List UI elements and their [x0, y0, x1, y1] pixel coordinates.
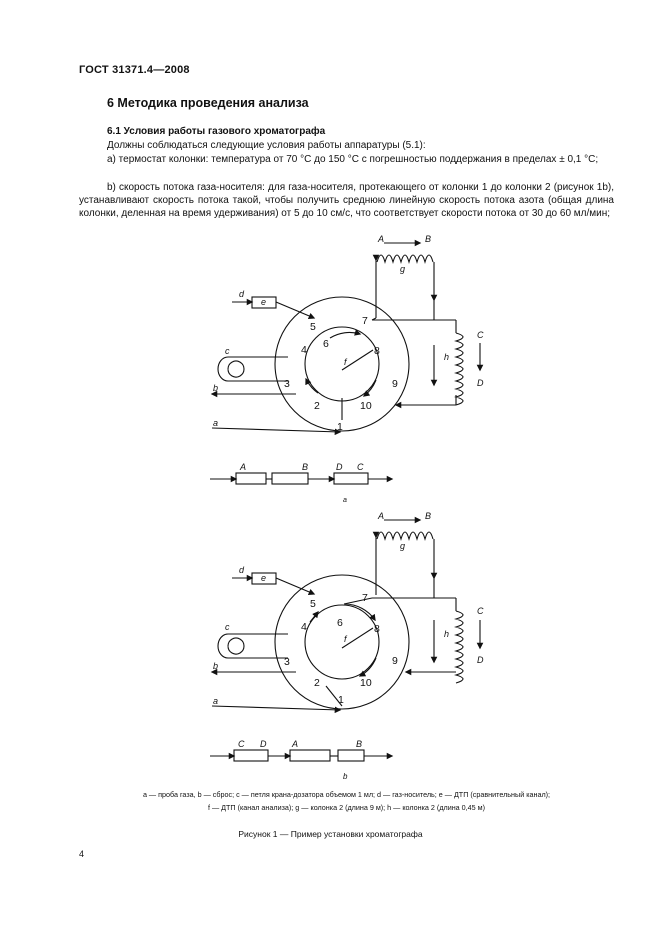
row-label-1-b: C [238, 739, 245, 749]
label-d-b: d [239, 565, 245, 575]
label-e-b: e [261, 573, 267, 583]
port-5-b: 5 [310, 598, 316, 610]
row-label-4-a: C [357, 462, 364, 472]
port-2-a: 2 [314, 400, 320, 412]
section-title: 6 Методика проведения анализа [107, 96, 309, 110]
port-5-a: 5 [310, 321, 316, 333]
port-10-b: 10 [360, 677, 372, 689]
legend-line-1: a — проба газа, b — сброс; c — петля крана-дозатора объемом 1 мл; d — газ-носитель; e — ДТП (сравнительный канал); [142, 790, 551, 799]
port-8-b: 8 [374, 623, 380, 635]
label-g-a: g [400, 264, 406, 274]
port-2-b: 2 [314, 677, 320, 689]
label-h-a: h [444, 352, 450, 362]
legend-line-2: f — ДТП (канал анализа); g — колонка 2 (длина 9 м); h — колонка 2 (длина 0,45 м) [207, 803, 486, 812]
figure-caption: Рисунок 1 — Пример установки хроматографа [238, 829, 423, 839]
label-D-a: D [477, 378, 484, 388]
coil-h-b [456, 611, 463, 683]
label-h-b: h [444, 629, 450, 639]
subsection-title: 6.1 Условия работы газового хроматографа [107, 126, 326, 137]
label-d-a: d [239, 289, 245, 299]
label-g-b: g [400, 541, 406, 551]
coil-g-b [377, 532, 433, 539]
row-label-1-a: A [240, 462, 247, 472]
label-A-b: A [378, 511, 385, 521]
label-D-b: D [477, 655, 484, 665]
port-9-a: 9 [392, 378, 398, 390]
row-label-2-a: B [302, 462, 309, 472]
port-7-b: 7 [362, 592, 368, 604]
label-f-a: f [344, 357, 347, 367]
port-9-b: 9 [392, 655, 398, 667]
paragraph-intro: Должны соблюдаться следующие условия работы аппаратуры (5.1): [107, 140, 426, 151]
label-C-b: C [477, 606, 484, 616]
coil-g-a [377, 255, 433, 262]
row-label-3-a: D [336, 462, 343, 472]
port-7-a: 7 [362, 315, 368, 327]
label-C-a: C [477, 330, 484, 340]
port-8-a: 8 [374, 345, 380, 357]
label-a-a: a [213, 418, 219, 428]
label-b-a: b [213, 383, 219, 393]
port-1-a: 1 [337, 421, 343, 433]
port-6-a: 6 [323, 338, 329, 350]
row-label-2-b: D [260, 739, 267, 749]
paragraph-item-a: a) термостат колонки: температура от 70 °С до 150 °С с погрешностью поддержания в пределах ± 0,1 °С; [107, 154, 599, 165]
label-c-a: c [225, 346, 230, 356]
label-e-a: e [261, 297, 267, 307]
port-6-b: 6 [337, 617, 343, 629]
valve-inner-ring-a [305, 327, 379, 401]
sublabel-b: b [343, 772, 348, 781]
coil-h-a [456, 333, 463, 405]
port-3-a: 3 [284, 378, 290, 390]
label-b-b: b [213, 661, 219, 671]
port-4-b: 4 [301, 621, 307, 633]
port-3-b: 3 [284, 656, 290, 668]
port-10-a: 10 [360, 400, 372, 412]
label-A-a: A [378, 234, 385, 244]
label-a-b: a [213, 696, 219, 706]
figure-legend [79, 788, 614, 814]
label-c-b: c [225, 622, 230, 632]
port-1-b: 1 [338, 694, 344, 706]
paragraph-item-b: b) скорость потока газа-носителя: для газа-носителя, протекающего от колонки 1 до колонки 2 (рисунок 1b), устанавливают скорость потока такой, чтобы получить среднюю линейную скорость потока азота (общая длина колонки, деленная на время удерживания) от 5 до 10 см/с, что соответствует скорости потока от 30 до 60 мл/мин; [79, 182, 614, 219]
row-label-4-b: B [356, 739, 363, 749]
label-f-b: f [344, 634, 347, 644]
port-4-a: 4 [301, 344, 307, 356]
row-label-3-b: A [292, 739, 299, 749]
page-number: 4 [79, 849, 85, 859]
valve-outer-ring-b [275, 575, 409, 709]
standard-header: ГОСТ 31371.4—2008 [79, 64, 190, 76]
label-B-b: B [425, 511, 432, 521]
sublabel-a: a [343, 497, 347, 504]
label-B-a: B [425, 234, 432, 244]
